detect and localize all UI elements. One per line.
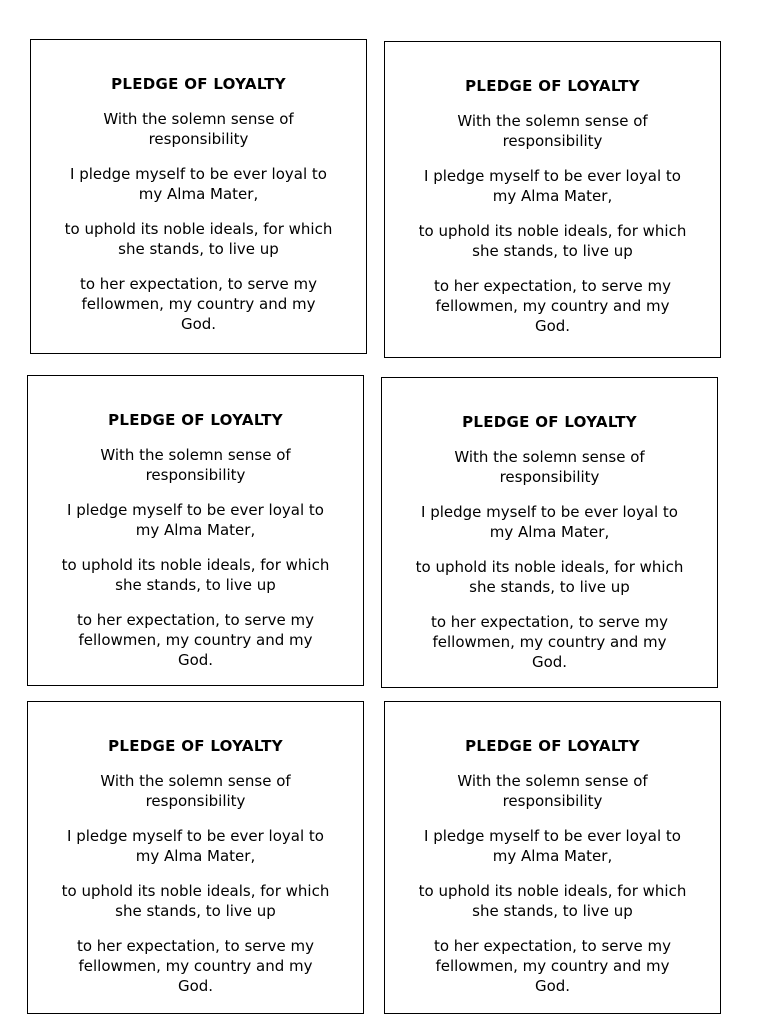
pledge-line: With the solemn sense of: [103, 110, 294, 128]
pledge-card: [381, 377, 718, 688]
pledge-paragraph-1: [393, 771, 712, 811]
pledge-line: she stands, to live up: [115, 902, 276, 920]
pledge-line: she stands, to live up: [472, 242, 633, 260]
pledge-line: my Alma Mater,: [138, 185, 259, 203]
pledge-card: [384, 701, 721, 1014]
pledge-paragraph-3: [36, 881, 355, 921]
pledge-line: she stands, to live up: [469, 578, 630, 596]
pledge-line: I pledge myself to be ever loyal to: [70, 165, 327, 183]
pledge-line: I pledge myself to be ever loyal to: [424, 827, 681, 845]
pledge-line: responsibility: [499, 468, 600, 486]
pledge-paragraph-1: [393, 111, 712, 151]
pledge-paragraph-4: [393, 276, 712, 336]
pledge-line: With the solemn sense of: [457, 112, 648, 130]
pledge-line: my Alma Mater,: [489, 523, 610, 541]
pledge-paragraph-4: [36, 936, 355, 996]
pledge-line: to uphold its noble ideals, for which: [418, 882, 687, 900]
pledge-line: responsibility: [502, 132, 603, 150]
pledge-paragraph-1: [39, 109, 358, 149]
pledge-line: fellowmen, my country and my: [78, 957, 313, 975]
pledge-paragraph-4: [36, 610, 355, 670]
pledge-line: responsibility: [145, 466, 246, 484]
card-title: PLEDGE OF LOYALTY: [465, 737, 640, 755]
pledge-paragraph-1: [36, 445, 355, 485]
pledge-line: God.: [180, 315, 217, 333]
pledge-line: God.: [177, 977, 214, 995]
pledge-line: to uphold its noble ideals, for which: [61, 882, 330, 900]
pledge-line: responsibility: [145, 792, 246, 810]
pledge-line: she stands, to live up: [115, 576, 276, 594]
pledge-line: responsibility: [148, 130, 249, 148]
pledge-paragraph-3: [39, 219, 358, 259]
pledge-line: God.: [177, 651, 214, 669]
card-title: PLEDGE OF LOYALTY: [108, 737, 283, 755]
pledge-line: With the solemn sense of: [457, 772, 648, 790]
card-title: PLEDGE OF LOYALTY: [111, 75, 286, 93]
pledge-line: I pledge myself to be ever loyal to: [421, 503, 678, 521]
pledge-paragraph-3: [36, 555, 355, 595]
pledge-line: fellowmen, my country and my: [78, 631, 313, 649]
pledge-line: to her expectation, to serve my: [433, 277, 672, 295]
pledge-paragraph-2: [393, 826, 712, 866]
pledge-line: my Alma Mater,: [135, 847, 256, 865]
pledge-line: to uphold its noble ideals, for which: [64, 220, 333, 238]
card-title: PLEDGE OF LOYALTY: [462, 413, 637, 431]
pledge-line: I pledge myself to be ever loyal to: [424, 167, 681, 185]
pledge-line: to her expectation, to serve my: [430, 613, 669, 631]
pledge-line: she stands, to live up: [472, 902, 633, 920]
pledge-paragraph-2: [390, 502, 709, 542]
pledge-paragraph-3: [390, 557, 709, 597]
pledge-card: [27, 701, 364, 1014]
pledge-paragraph-4: [390, 612, 709, 672]
pledge-paragraph-1: [36, 771, 355, 811]
pledge-paragraph-2: [36, 500, 355, 540]
pledge-line: to her expectation, to serve my: [76, 611, 315, 629]
pledge-paragraph-1: [390, 447, 709, 487]
pledge-line: to uphold its noble ideals, for which: [415, 558, 684, 576]
pledge-line: With the solemn sense of: [454, 448, 645, 466]
pledge-line: With the solemn sense of: [100, 772, 291, 790]
pledge-line: to her expectation, to serve my: [79, 275, 318, 293]
pledge-card: [27, 375, 364, 686]
pledge-paragraph-2: [36, 826, 355, 866]
pledge-card: [384, 41, 721, 358]
pledge-paragraph-4: [39, 274, 358, 334]
pledge-line: fellowmen, my country and my: [432, 633, 667, 651]
pledge-paragraph-3: [393, 881, 712, 921]
pledge-card: [30, 39, 367, 354]
pledge-line: God.: [531, 653, 568, 671]
card-title: PLEDGE OF LOYALTY: [108, 411, 283, 429]
pledge-paragraph-2: [39, 164, 358, 204]
pledge-line: to her expectation, to serve my: [433, 937, 672, 955]
pledge-paragraph-3: [393, 221, 712, 261]
pledge-paragraph-4: [393, 936, 712, 996]
pledge-line: to her expectation, to serve my: [76, 937, 315, 955]
pledge-line: With the solemn sense of: [100, 446, 291, 464]
pledge-line: I pledge myself to be ever loyal to: [67, 501, 324, 519]
pledge-line: she stands, to live up: [118, 240, 279, 258]
pledge-line: fellowmen, my country and my: [81, 295, 316, 313]
pledge-line: I pledge myself to be ever loyal to: [67, 827, 324, 845]
pledge-line: responsibility: [502, 792, 603, 810]
pledge-line: to uphold its noble ideals, for which: [418, 222, 687, 240]
card-title: PLEDGE OF LOYALTY: [465, 77, 640, 95]
pledge-line: my Alma Mater,: [492, 847, 613, 865]
pledge-line: God.: [534, 977, 571, 995]
pledge-line: my Alma Mater,: [492, 187, 613, 205]
pledge-paragraph-2: [393, 166, 712, 206]
pledge-line: my Alma Mater,: [135, 521, 256, 539]
pledge-line: God.: [534, 317, 571, 335]
pledge-line: fellowmen, my country and my: [435, 957, 670, 975]
pledge-line: to uphold its noble ideals, for which: [61, 556, 330, 574]
pledge-line: fellowmen, my country and my: [435, 297, 670, 315]
